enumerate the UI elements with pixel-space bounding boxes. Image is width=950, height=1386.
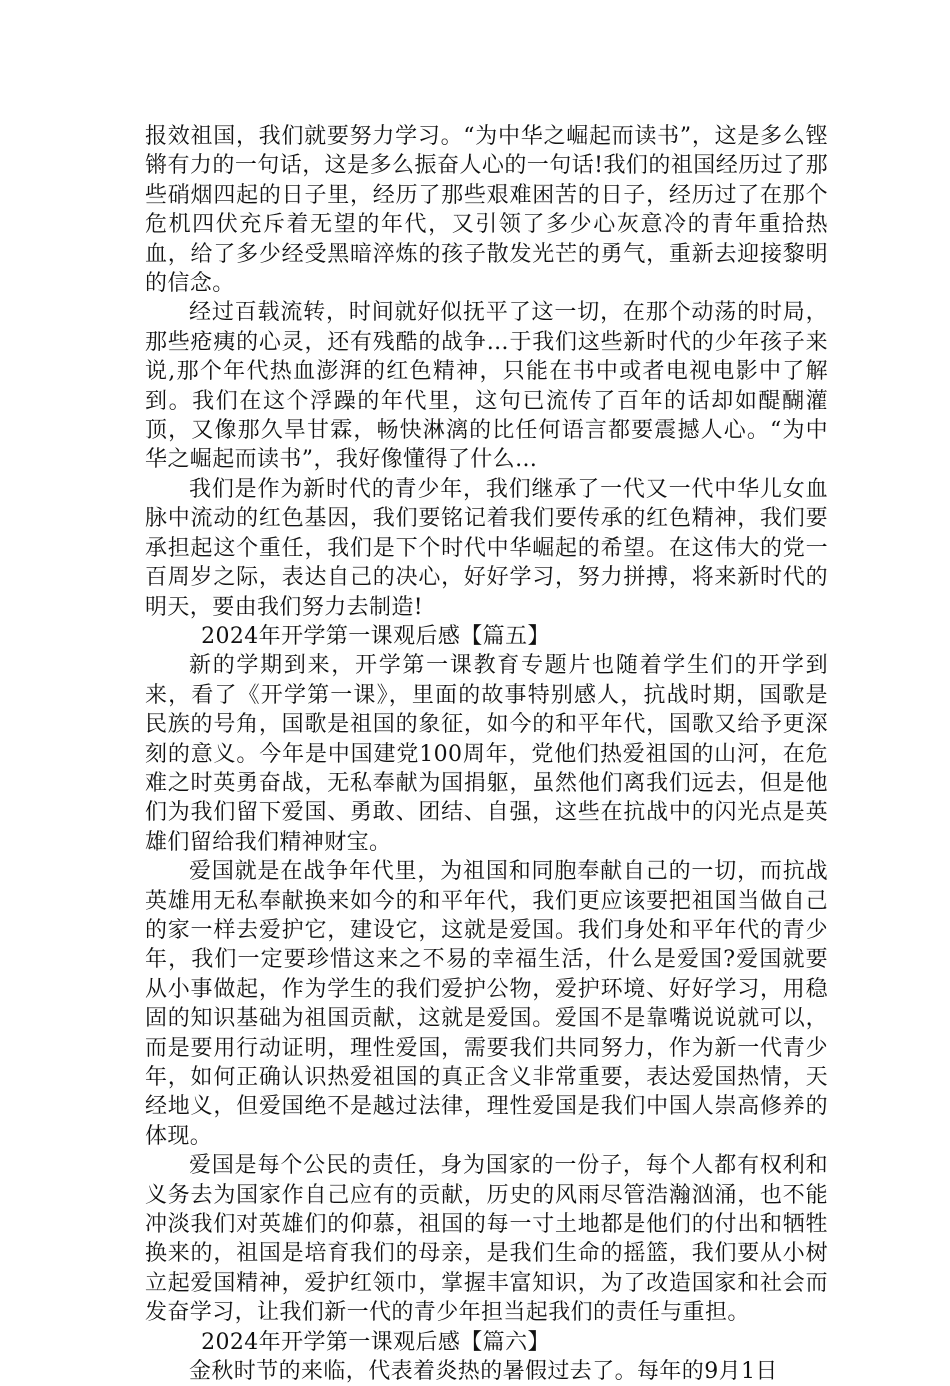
paragraph: 爱国就是在战争年代里，为祖国和同胞奉献自己的一切，而抗战英雄用无私奉献换来如今的和平年代，我们更应该要把祖国当做自己的家一样去爱护它，建设它，这就是爱国。我们身处和平年代的青少年，我们一定要珍惜这来之不易的幸福生活，什么是爱国?爱国就要从小事做起，作为学生的我们爱护公物，爱护环境、好好学习，用稳固的知识基础为祖国贡献，这就是爱国。爱国不是靠嘴说说就可以，而是要用行动证明，理性爱国，需要我们共同努力，作为新一代青少年，如何正确认识热爱祖国的真正含义非常重要，表达爱国热情，天经地义，但爱国绝不是越过法律，理性爱国是我们中国人崇高修养的体现。	[145, 859, 828, 1149]
section-heading-part-six: 2024年开学第一课观后感【篇六】	[201, 1329, 550, 1355]
paragraph: 我们是作为新时代的青少年，我们继承了一代又一代中华儿女血脉中流动的红色基因，我们要铭记着我们要传承的红色精神，我们要承担起这个重任，我们是下个时代中华崛起的希望。在这伟大的党一百周岁之际，表达自己的决心，好好学习，努力拼搏，将来新时代的明天，要由我们努力去制造!	[145, 476, 828, 620]
document-body	[145, 122, 828, 1386]
paragraph: 金秋时节的来临，代表着炎热的暑假过去了。每年的9月1日	[189, 1359, 778, 1385]
section-heading-part-five: 2024年开学第一课观后感【篇五】	[201, 623, 550, 649]
paragraph: 经过百载流转，时间就好似抚平了这一切，在那个动荡的时局，那些疮痍的心灵，还有残酷的战争…于我们这些新时代的少年孩子来说,那个年代热血澎湃的红色精神，只能在书中或者电视电影中了解到。我们在这个浮躁的年代里，这句已流传了百年的话却如醍醐灌顶，又像那久旱甘霖，畅快淋漓的比任何语言都要震撼人心。“为中华之崛起而读书”，我好像懂得了什么…	[145, 300, 828, 473]
paragraph: 新的学期到来，开学第一课教育专题片也随着学生们的开学到来，看了《开学第一课》，里面的故事特别感人，抗战时期，国歌是民族的号角，国歌是祖国的象征，如今的和平年代，国歌又给予更深刻的意义。今年是中国建党100周年，党他们热爱祖国的山河，在危难之时英勇奋战，无私奉献为国捐躯，虽然他们离我们远去，但是他们为我们留下爱国、勇敢、团结、自强，这些在抗战中的闪光点是英雄们留给我们精神财宝。	[145, 653, 828, 855]
paragraph-continued: 报效祖国，我们就要努力学习。“为中华之崛起而读书”，这是多么铿锵有力的一句话，这是多么振奋人心的一句话!我们的祖国经历过了那些硝烟四起的日子里，经历了那些艰难困苦的日子，经历过了在那个危机四伏充斥着无望的年代，又引领了多少心灰意冷的青年重拾热血，给了多少经受黑暗淬炼的孩子散发光芒的勇气，重新去迎接黎明的信念。	[145, 124, 828, 297]
paragraph: 爱国是每个公民的责任，身为国家的一份子，每个人都有权利和义务去为国家作自己应有的贡献，历史的风雨尽管浩瀚汹涌，也不能冲淡我们对英雄们的仰慕，祖国的每一寸土地都是他们的付出和牺牲换来的，祖国是培育我们的母亲，是我们生命的摇篮，我们要从小树立起爱国精神，爱护红领巾，掌握丰富知识，为了改造国家和社会而发奋学习，让我们新一代的青少年担当起我们的责任与重担。	[145, 1153, 828, 1326]
